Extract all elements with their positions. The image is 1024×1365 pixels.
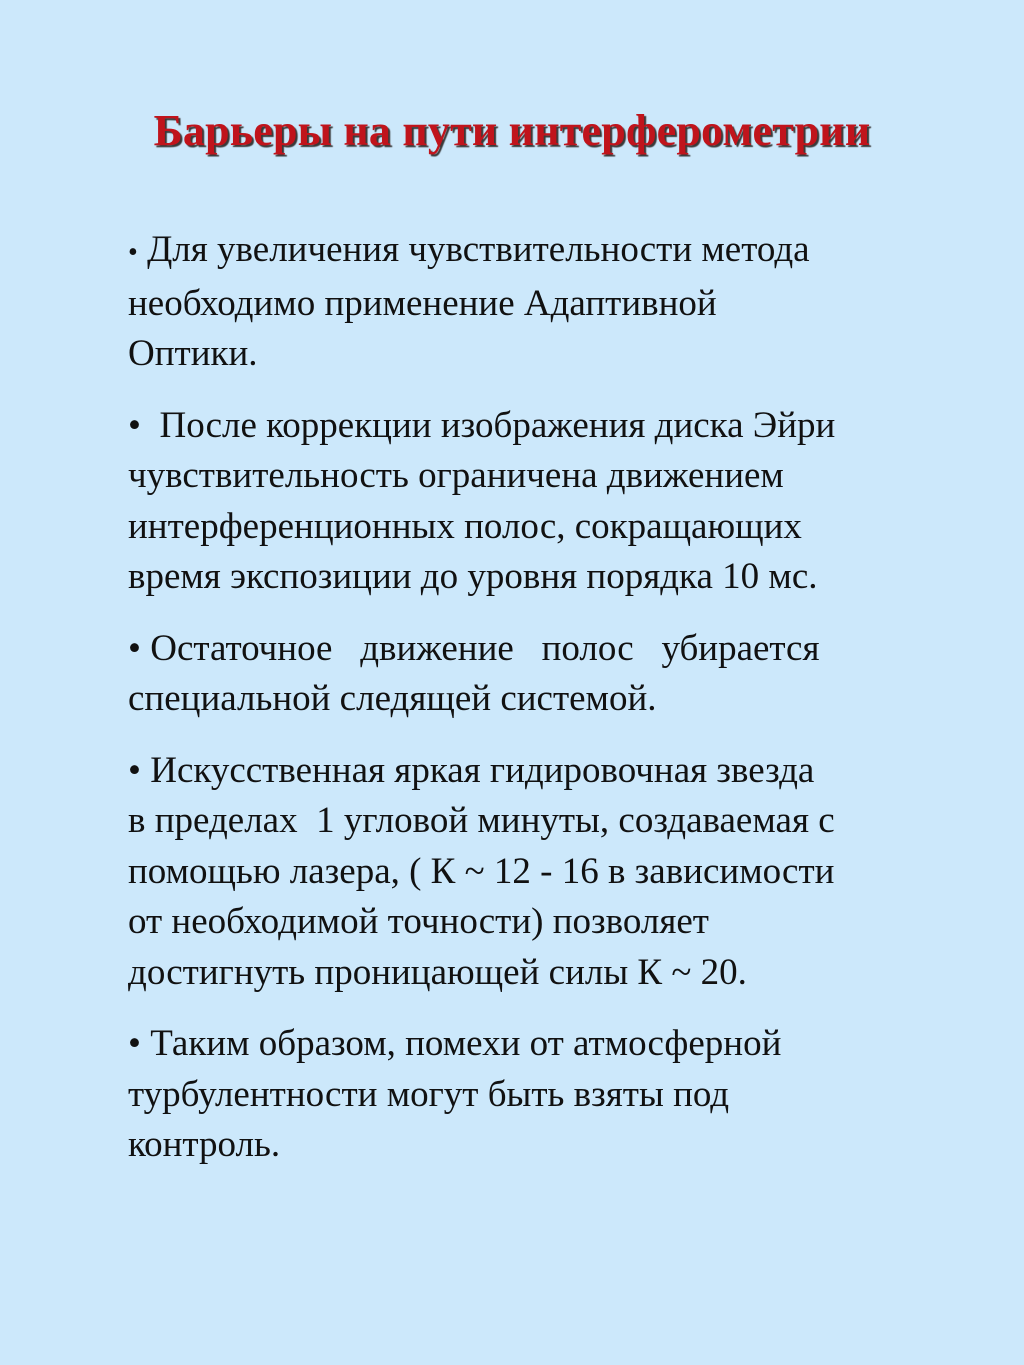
item-text: Для увеличения чувствительности метода [147, 229, 810, 270]
bullet-icon: • [128, 627, 141, 669]
bullet-list [128, 225, 928, 1192]
list-item [128, 624, 928, 725]
bullet-icon: • [128, 237, 138, 268]
item-text: время экспозиции до уровня порядка 10 мс. [128, 556, 818, 597]
item-text: чувствительность ограничена движением [128, 455, 784, 496]
item-text: от необходимой точности) позволяет [128, 901, 709, 942]
list-item [128, 746, 928, 999]
item-text: достигнуть проницающей силы К ~ 20. [128, 951, 747, 993]
item-text: интерференционных полос, сокращающих [128, 505, 802, 547]
item-text: специальной следящей системой. [128, 678, 657, 719]
item-text: После коррекции изображения диска Эйри [150, 404, 836, 446]
item-text: Оптики. [128, 333, 258, 374]
item-text: необходимо применение Адаптивной [128, 282, 717, 324]
list-item [128, 1019, 928, 1171]
item-text: контроль. [128, 1124, 281, 1165]
item-text: Таким образом, помехи от атмосферной [150, 1023, 782, 1064]
bullet-icon: • [128, 404, 141, 446]
item-text: Искусственная яркая гидировочная звезда [150, 749, 815, 791]
bullet-icon: • [128, 1023, 141, 1064]
item-text: помощью лазера, ( К ~ 12 - 16 в зависимости [128, 850, 835, 892]
item-text: в пределах 1 угловой минуты, создаваемая с [128, 800, 835, 841]
bullet-icon: • [128, 749, 141, 791]
list-item [128, 225, 928, 380]
list-item [128, 401, 928, 603]
slide-title: Барьеры на пути интерферометрии [153, 106, 871, 155]
item-text: Остаточное движение полос убирается [150, 627, 820, 669]
item-text: турбулентности могут быть взяты под [128, 1073, 730, 1115]
